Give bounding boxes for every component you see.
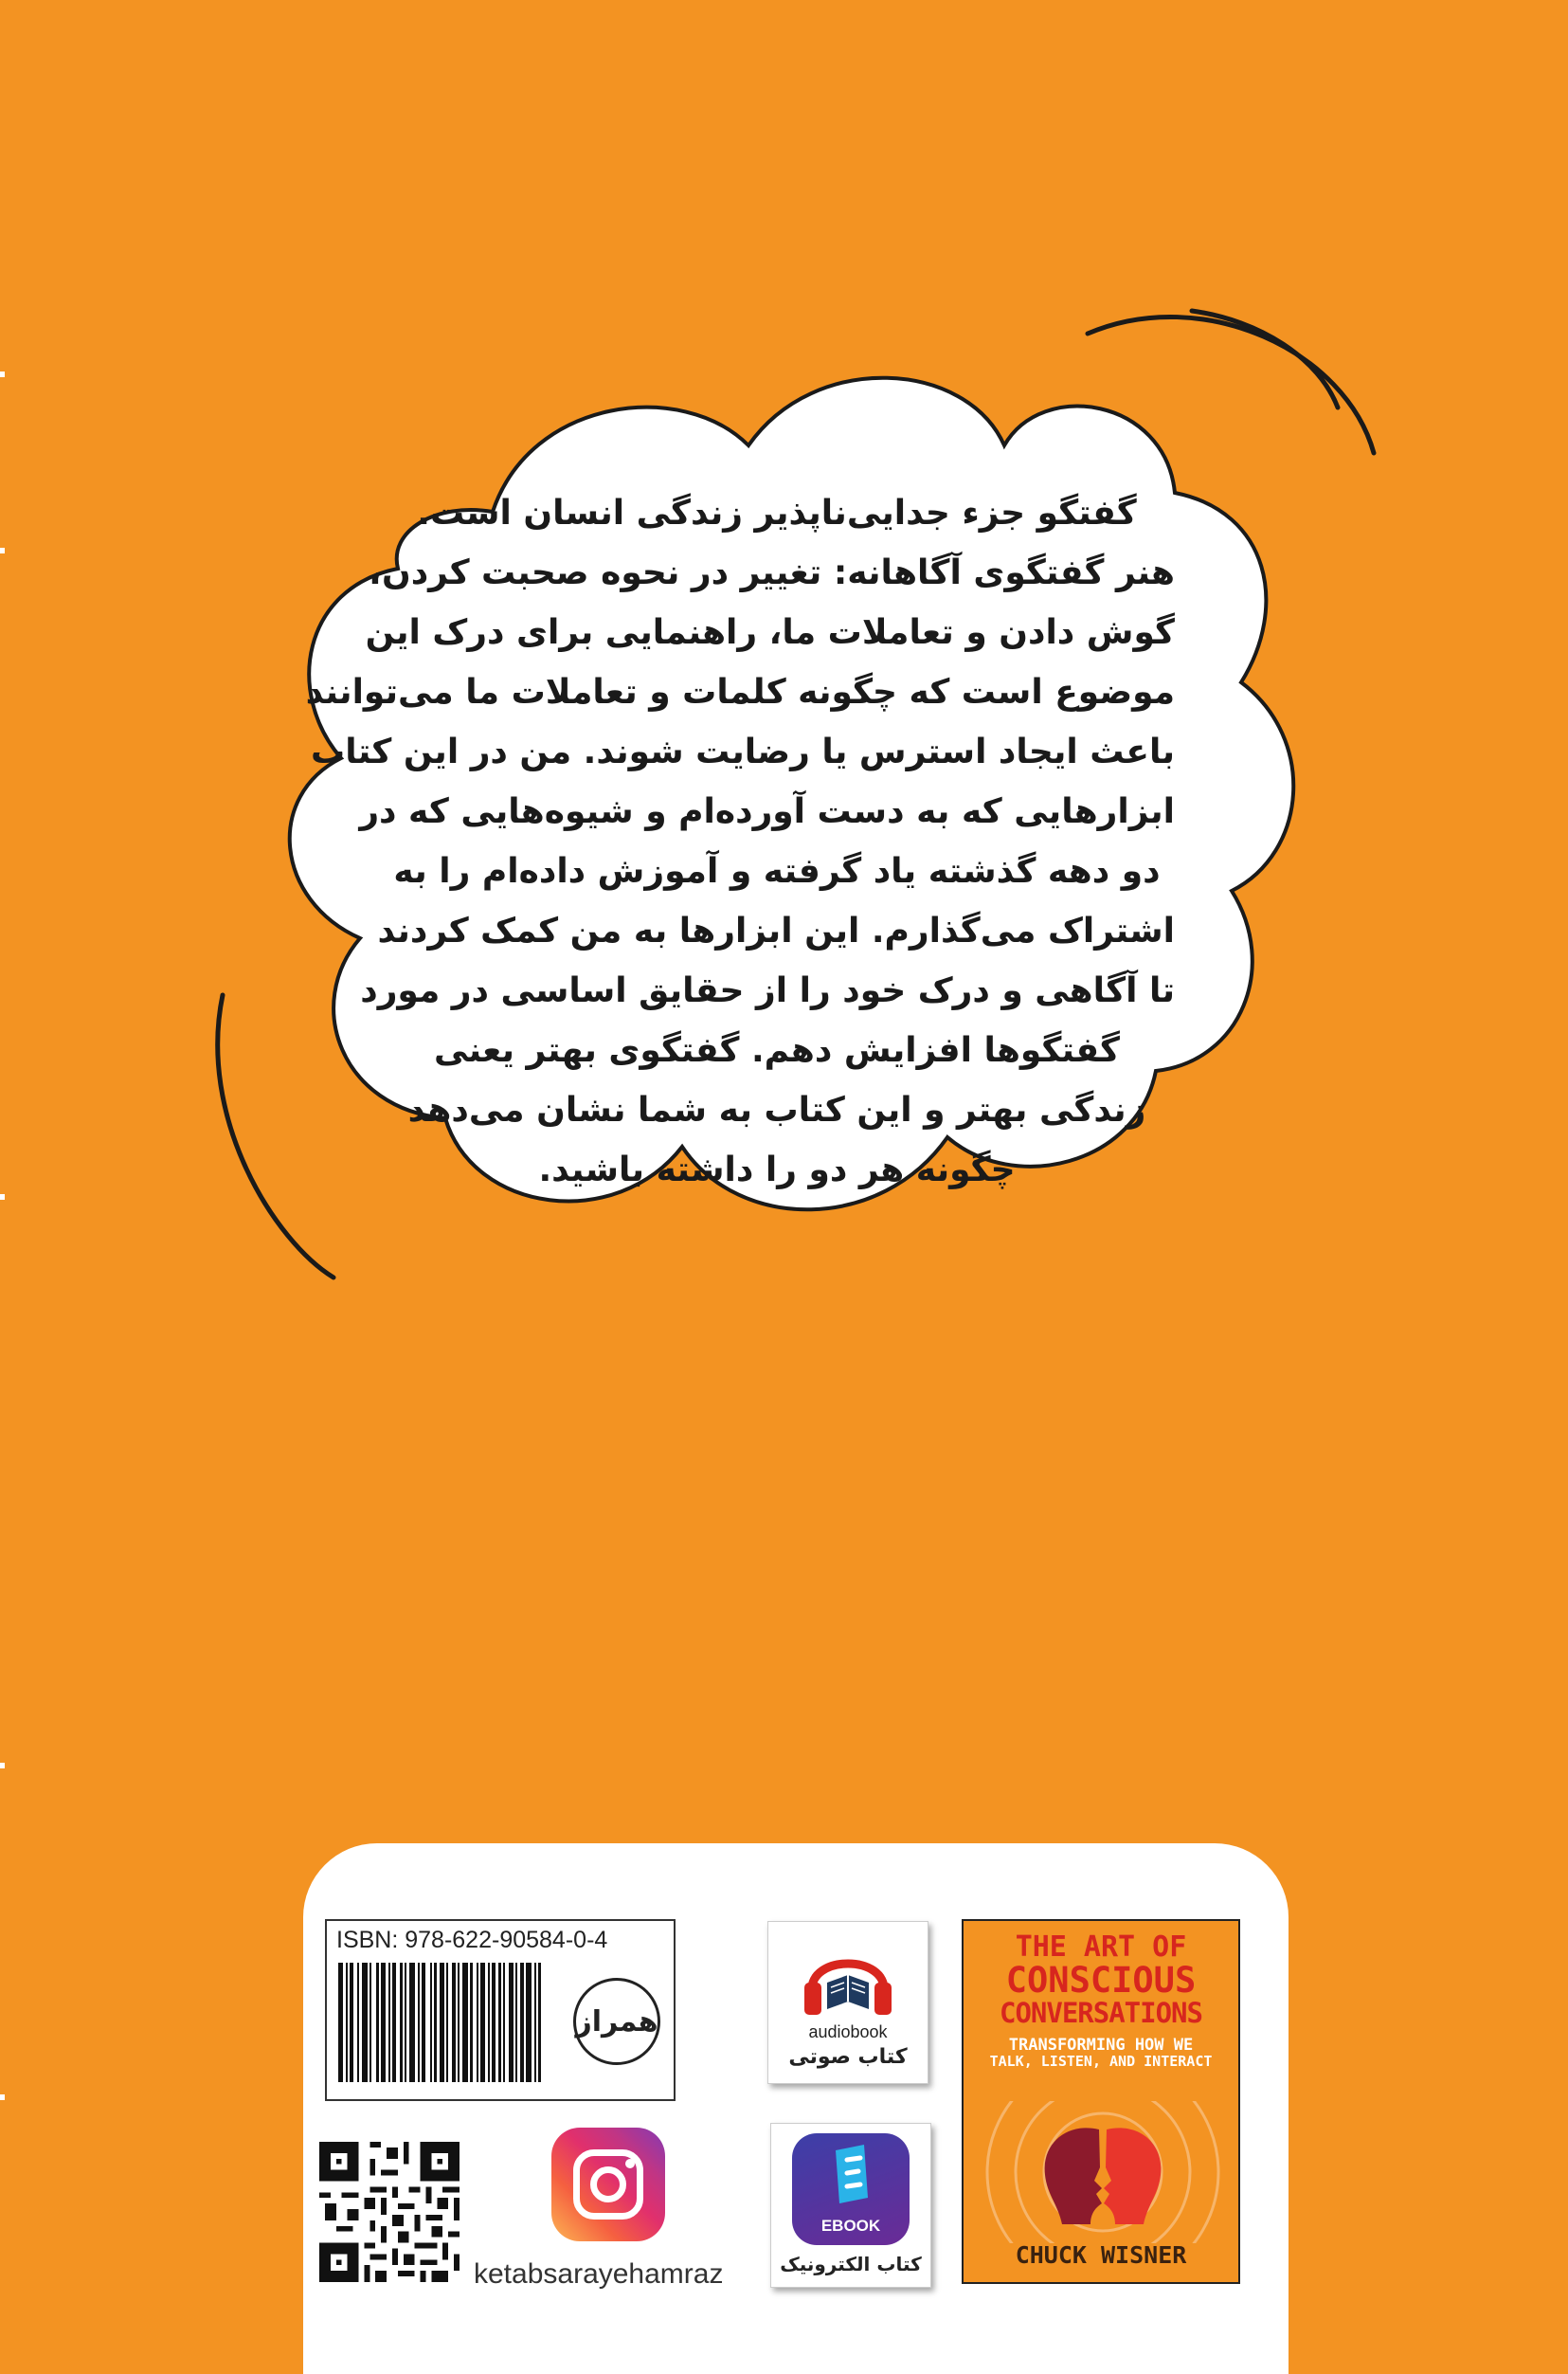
ebook-app-icon — [792, 2133, 910, 2245]
crop-mark — [0, 1763, 5, 1768]
cover-title-line: THE ART OF — [1015, 1930, 1187, 1964]
crop-mark — [0, 1194, 5, 1200]
description-line: تا آگاهی و درک خود را از حقایق اساسی در مورد — [360, 971, 1175, 1010]
cloud-swoosh-top-inner — [1192, 311, 1338, 408]
qr-code-icon[interactable] — [319, 2142, 460, 2282]
ebook-badge: EBOOK — [820, 2217, 881, 2235]
description-line: هنر گفتگوی آگاهانه: تغییر در نحوه صحبت کردن، — [369, 553, 1175, 592]
book-description — [305, 483, 1175, 1200]
description-line: باعث ایجاد استرس یا رضایت شوند. من در این کتاب — [311, 733, 1175, 771]
instagram-icon[interactable] — [551, 2128, 665, 2241]
cover-title-line: CONSCIOUS — [1005, 1959, 1197, 2001]
cover-title-line: CONVERSATIONS — [1000, 1997, 1202, 2030]
instagram-lens — [590, 2166, 626, 2202]
description-line: گفتگو جزء جدایی‌ناپذیر زندگی انسان است. — [417, 494, 1137, 533]
publisher-logo-text: همراز — [575, 2004, 658, 2039]
cover-subtitle-line: TALK, LISTEN, AND INTERACT — [989, 2052, 1213, 2070]
description-line: گفتگوها افزایش دهم. گفتگوی بهتر یعنی — [434, 1031, 1120, 1070]
hamraz-publisher-logo-icon — [573, 1978, 660, 2065]
cover-author: CHUCK WISNER — [1015, 2241, 1187, 2269]
audiobook-label-en: audiobook — [808, 2022, 888, 2041]
crop-mark — [0, 372, 5, 377]
cover-title — [964, 1932, 1238, 2069]
cloud-swoosh-bottom — [218, 995, 333, 1278]
description-line: اشتراک می‌گذارم. این ابزارها به من کمک کردند — [377, 912, 1175, 951]
description-line: گوش دادن و تعاملات ما، راهنمایی برای درک این — [365, 613, 1175, 652]
audiobook-app-card[interactable] — [767, 1921, 928, 2084]
instagram-dot — [625, 2159, 635, 2168]
instagram-handle[interactable]: ketabsarayehamraz — [474, 2258, 724, 2290]
headphones-book-icon — [801, 1933, 895, 2021]
description-line: موضوع است که چگونه کلمات و تعاملات ما می‌توانند — [305, 673, 1175, 712]
ebook-label-fa: کتاب الکترونیک — [780, 2253, 922, 2275]
isbn-text: ISBN: 978-622-90584-0-4 — [336, 1927, 608, 1953]
two-heads-facing-icon — [964, 2101, 1240, 2243]
ebook-letter-icon — [830, 2141, 875, 2207]
book-cover-thumbnail — [962, 1919, 1240, 2284]
crop-mark — [0, 548, 5, 553]
crop-mark — [0, 2094, 5, 2100]
description-line: زندگی بهتر و این کتاب به شما نشان می‌دهد — [407, 1091, 1146, 1130]
cover-subtitle-line: TRANSFORMING HOW WE — [1008, 2035, 1194, 2055]
description-line: ابزارهایی که به دست آورده‌ام و شیوه‌هایی که در — [359, 792, 1175, 831]
isbn-barcode-box — [325, 1919, 676, 2101]
barcode-icon — [338, 1963, 554, 2082]
ebook-app-card[interactable] — [770, 2123, 931, 2288]
description-line: دو دهه گذشته یاد گرفته و آموزش داده‌ام را به — [393, 852, 1161, 891]
description-line: چگونه هر دو را داشته باشید. — [538, 1151, 1016, 1189]
audiobook-label-fa: کتاب صوتی — [788, 2045, 908, 2069]
